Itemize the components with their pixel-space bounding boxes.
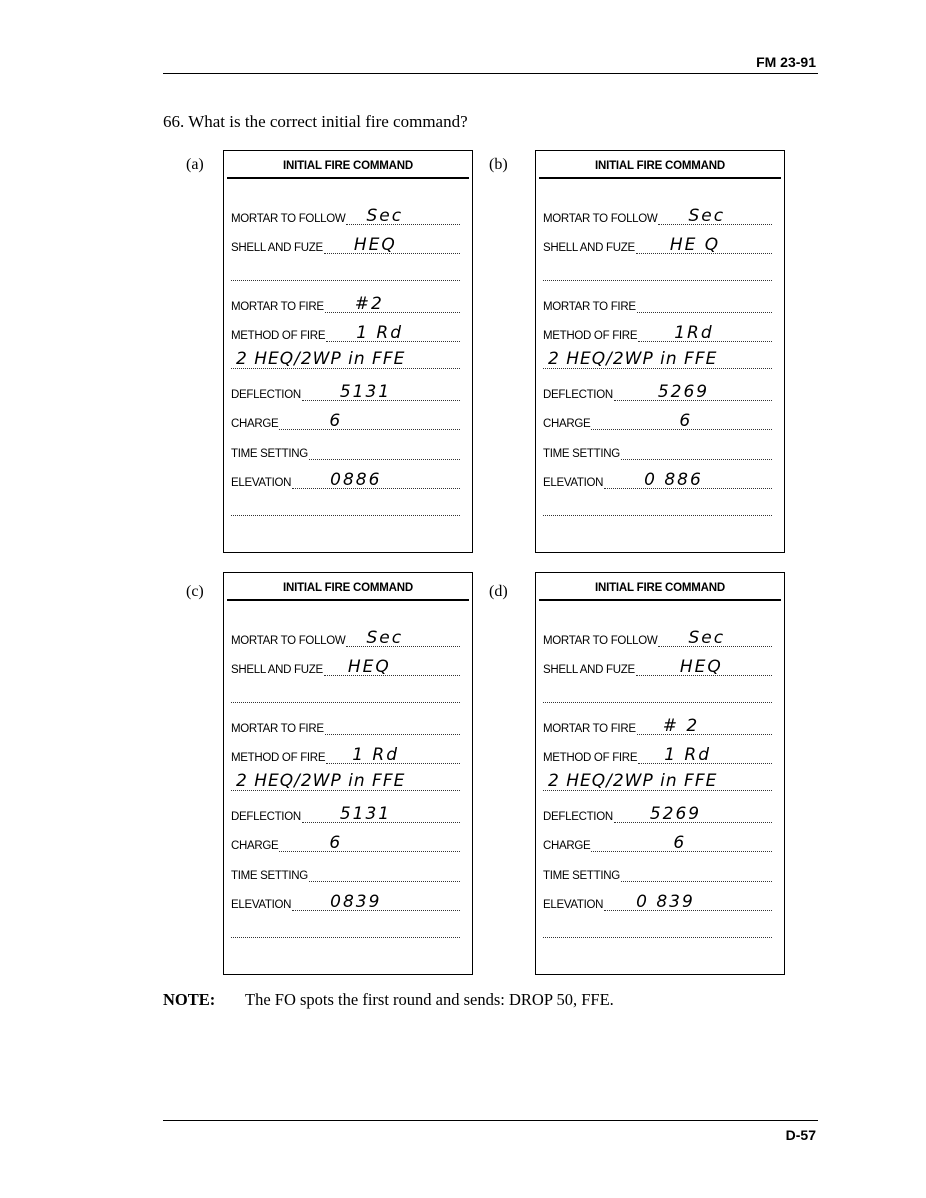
field-label: METHOD OF FIRE [231,752,326,764]
handwritten-shell-and-fuze: HEQ [353,235,397,255]
field-label: CHARGE [543,840,591,852]
handwritten-charge: 6 [329,833,343,853]
card-title: INITIAL FIRE COMMAND [283,582,413,594]
field-label: ELEVATION [543,899,604,911]
blank-dotted-line [543,702,772,703]
field-label: TIME SETTING [231,448,308,460]
field-mortar-to-follow [543,207,772,225]
field-label: CHARGE [543,418,591,430]
field-label: DEFLECTION [231,811,301,823]
field-deflection [231,805,460,823]
field-time-setting [543,864,772,882]
field-mortar-to-follow [231,629,460,647]
field-method-of-fire [543,324,772,342]
card-title: INITIAL FIRE COMMAND [283,160,413,172]
field-label: DEFLECTION [543,811,613,823]
field-mortar-to-follow [231,207,460,225]
handwritten-elevation: 0 886 [644,470,703,490]
field-charge [231,834,460,852]
handwritten-deflection: 5269 [657,382,710,402]
fire-command-card-b [535,150,785,553]
handwritten-elevation: 0839 [330,892,382,912]
handwritten-charge: 6 [673,833,687,853]
question-text: 66. What is the correct initial fire command? [163,112,468,131]
option-d-letter: (d) [489,583,508,600]
option-c-letter: (c) [186,583,204,600]
field-label: MORTAR TO FIRE [543,301,636,313]
handwritten-mortar-to-follow: Sec [688,628,726,648]
handwritten-mortar-to-follow: Sec [366,628,404,648]
handwritten-mortar-to-fire: # 2 [662,716,700,736]
handwritten-method-of-fire: 1 Rd [352,745,400,765]
handwritten-shell-and-fuze: HE Q [669,235,721,255]
header-code: FM 23-91 [756,54,816,70]
field-label: ELEVATION [231,477,292,489]
note-paragraph [163,990,614,1010]
field-elevation [231,471,460,489]
field-method-of-fire [231,324,460,342]
card-title-rule [227,599,469,601]
field-label: MORTAR TO FOLLOW [231,635,346,647]
field-shell-and-fuze [231,658,460,676]
field-label: MORTAR TO FIRE [231,301,324,313]
handwritten-elevation: 0 839 [636,892,695,912]
field-label: DEFLECTION [231,389,301,401]
blank-dotted-line [231,937,460,938]
handwritten-method-of-fire: 1 Rd [356,323,404,343]
field-label: METHOD OF FIRE [543,330,638,342]
field-mortar-to-fire [231,717,460,735]
field-deflection [543,805,772,823]
field-mortar-to-fire [543,295,772,313]
field-time-setting [231,864,460,882]
field-label: METHOD OF FIRE [231,330,326,342]
field-label: MORTAR TO FOLLOW [543,635,658,647]
field-method-of-fire [543,746,772,764]
field-charge [231,412,460,430]
field-label: METHOD OF FIRE [543,752,638,764]
field-label: MORTAR TO FOLLOW [231,213,346,225]
field-mortar-to-follow [543,629,772,647]
handwritten-mortar-to-fire: #2 [354,294,384,314]
handwritten-charge: 6 [329,411,343,431]
field-shell-and-fuze [231,236,460,254]
option-a-letter: (a) [186,156,204,173]
handwritten-method-of-fire: 1 Rd [664,745,712,765]
card-title-rule [539,177,781,179]
field-label: MORTAR TO FIRE [543,723,636,735]
field-label: CHARGE [231,840,279,852]
option-b-letter: (b) [489,156,508,173]
handwritten-mortar-to-follow: Sec [688,206,726,226]
field-time-setting [543,442,772,460]
header-rule [163,73,818,74]
blank-dotted-line [543,280,772,281]
field-mortar-to-fire [543,717,772,735]
field-label: MORTAR TO FOLLOW [543,213,658,225]
handwritten-ffe-line: 2 HEQ/2WP in FFE [236,349,406,369]
field-elevation [231,893,460,911]
handwritten-ffe-line: 2 HEQ/2WP in FFE [236,771,406,791]
handwritten-mortar-to-follow: Sec [366,206,404,226]
fire-command-card-a [223,150,473,553]
field-label: TIME SETTING [543,448,620,460]
footer-rule [163,1120,818,1121]
field-label: DEFLECTION [543,389,613,401]
field-shell-and-fuze [543,236,772,254]
card-title: INITIAL FIRE COMMAND [595,582,725,594]
field-method-of-fire [231,746,460,764]
field-label: SHELL AND FUZE [231,664,323,676]
blank-dotted-line [231,702,460,703]
field-mortar-to-fire [231,295,460,313]
handwritten-shell-and-fuze: HEQ [679,657,723,677]
field-label: ELEVATION [543,477,604,489]
handwritten-deflection: 5269 [649,804,702,824]
blank-dotted-line [543,515,772,516]
note-text: The FO spots the first round and sends: DROP 50, FFE. [245,990,614,1009]
field-label: ELEVATION [231,899,292,911]
handwritten-method-of-fire: 1Rd [674,323,714,343]
field-charge [543,834,772,852]
field-shell-and-fuze [543,658,772,676]
blank-dotted-line [231,515,460,516]
handwritten-deflection: 5131 [339,804,392,824]
field-time-setting [231,442,460,460]
handwritten-ffe-line: 2 HEQ/2WP in FFE [548,349,718,369]
handwritten-charge: 6 [679,411,693,431]
field-label: TIME SETTING [231,870,308,882]
blank-dotted-line [543,937,772,938]
handwritten-ffe-line: 2 HEQ/2WP in FFE [548,771,718,791]
handwritten-elevation: 0886 [330,470,382,490]
page-number: D-57 [785,1127,816,1143]
blank-dotted-line [231,280,460,281]
card-title-rule [539,599,781,601]
handwritten-shell-and-fuze: HEQ [347,657,391,677]
card-title-rule [227,177,469,179]
field-elevation [543,893,772,911]
field-label: TIME SETTING [543,870,620,882]
field-label: MORTAR TO FIRE [231,723,324,735]
field-deflection [543,383,772,401]
note-label: NOTE: [163,990,216,1009]
field-label: SHELL AND FUZE [543,242,635,254]
card-title: INITIAL FIRE COMMAND [595,160,725,172]
field-deflection [231,383,460,401]
handwritten-deflection: 5131 [339,382,392,402]
field-charge [543,412,772,430]
field-label: SHELL AND FUZE [231,242,323,254]
field-elevation [543,471,772,489]
fire-command-card-d [535,572,785,975]
field-label: SHELL AND FUZE [543,664,635,676]
field-label: CHARGE [231,418,279,430]
fire-command-card-c [223,572,473,975]
